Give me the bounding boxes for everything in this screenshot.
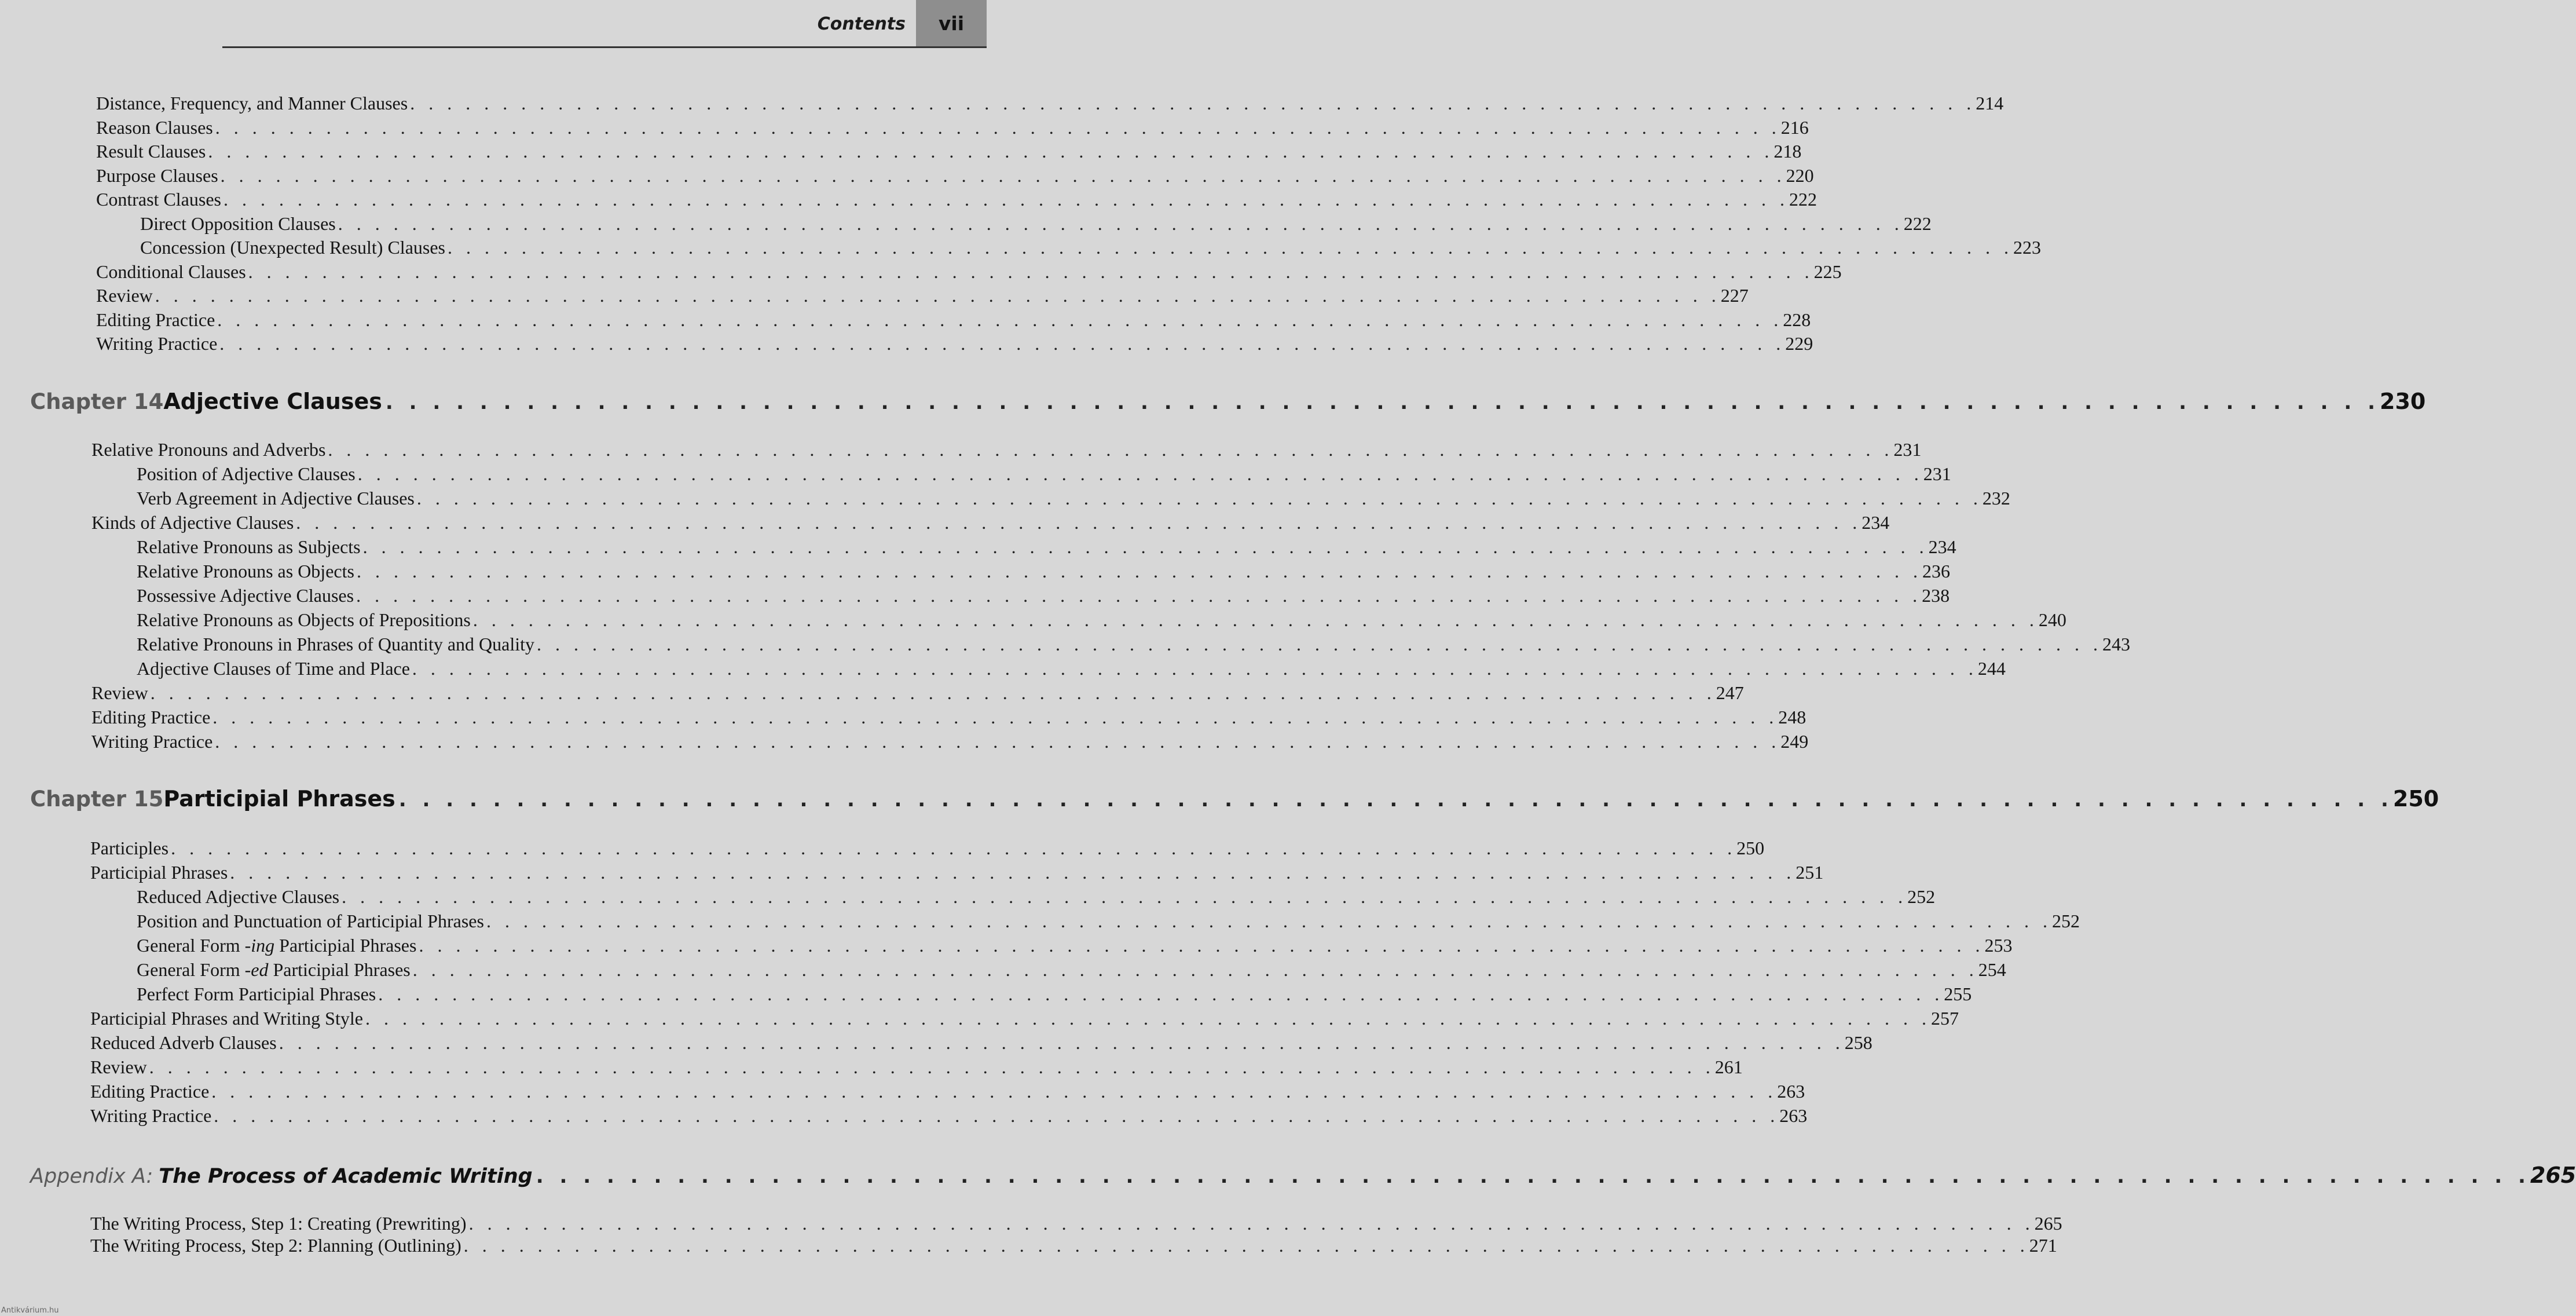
toc-entry[interactable] [91, 705, 1807, 729]
toc-entry-page: 263 [1777, 1081, 1805, 1102]
dot-leader: . . . . . . . . . . . . . . . . . . . . . . . . . . . . . . . . . . . . . . . . . . . . . . . . . . . . . . . . . . . . . . . . . . . . . . . . . . . . . . . . . . . . . [365, 1008, 1931, 1029]
dot-leader: . . . . . . . . . . . . . . . . . . . . . . . . . . . . . . . . . . . . . . . . . . . . . . . . . . . . . . . . . . . . . . . . . . . . . . . . . . . . . . . . . . . . . [150, 682, 1716, 703]
dot-leader: . . . . . . . . . . . . . . . . . . . . . . . . . . . . . . . . . . . . . . . . . . . . . . . . . . . . . . . . . . . . . . . . . . . . . . . . . . . . . . . . . . . . . [356, 585, 1922, 606]
dot-leader: . . . . . . . . . . . . . . . . . . . . . . . . . . . . . . . . . . . . . . . . . . . . . . . . . . . . . . . . . . . . . . . . . . . . . . . . . . . . . . . . . . . . . [217, 309, 1783, 330]
header-rule [222, 46, 987, 48]
toc-entry[interactable] [137, 462, 1951, 485]
toc-entry[interactable] [137, 909, 2080, 933]
dot-leader: . . . . . . . . . . . . . . . . . . . . . . . . . . . . . . . . . . . . . . . . . . . . . . . . . . . . . . . . . . . . . . . . . . . . . . . . . . . . . . . . . . . . . [472, 609, 2039, 630]
toc-entry-label: Purpose Clauses [96, 164, 218, 186]
toc-entry-page: 223 [2013, 237, 2041, 258]
toc-entry-page: 249 [1780, 731, 1809, 752]
toc-entry-page: 232 [1982, 488, 2010, 509]
toc-entry-label: Writing Practice [91, 731, 213, 752]
toc-entry-label: Direct Opposition Clauses [140, 213, 336, 234]
toc-entry[interactable] [90, 1212, 2062, 1235]
toc-entry-label-emphasis: -ed [244, 959, 269, 980]
toc-entry-label: Possessive Adjective Clauses [137, 585, 354, 606]
toc-entry-page: 248 [1778, 707, 1807, 728]
toc-entry-page: 220 [1786, 164, 1814, 186]
toc-entry[interactable] [137, 584, 1950, 607]
toc-entry-page: 244 [1977, 658, 2006, 679]
toc-entry[interactable] [90, 1055, 1743, 1079]
toc-entry-page: 234 [1862, 512, 1890, 533]
toc-entry-page: 250 [1736, 838, 1765, 858]
toc-entry[interactable] [137, 560, 1950, 583]
dot-leader: . . . . . . . . . . . . . . . . . . . . . . . . . . . . . . . . . . . . . . . . . . . . . . . . . . . . . . . . . . . . . . . . . . . . . . . . . . . . . . . . . . . . . [214, 1105, 1780, 1126]
toc-entry-label: Review [90, 1057, 147, 1077]
header-title: Contents [817, 14, 906, 34]
toc-entry-label: Editing Practice [96, 309, 215, 330]
toc-entry-page: 263 [1779, 1105, 1808, 1126]
watermark: Antikvárium.hu [1, 1306, 59, 1315]
toc-entry-label: Review [91, 682, 148, 703]
dot-leader: . . . . . . . . . . . . . . . . . . . . . . . . . . . . . . . . . . . . . . . . . . . . . . . . . . . . . . . . . . . . . . . . . . . . . . . . . . . . . . . . . . . . . [149, 1057, 1715, 1077]
toc-entry[interactable] [137, 633, 2131, 656]
toc-entry-label: Participles [90, 838, 169, 858]
dot-leader: . . . . . . . . . . . . . . . . . . . . . . . . . . . . . . . . . . . . . . . . . . . . . . . . . . . . . . . . . . . . . . . . . . . . . . . . . . . . . . . . . . . . . [448, 237, 2013, 258]
toc-entry-label [137, 934, 419, 957]
toc-entry-page: 234 [1928, 536, 1956, 557]
toc-entry-label: Relative Pronouns as Subjects [137, 536, 361, 557]
toc-entry-label: Relative Pronouns and Adverbs [91, 439, 326, 460]
dot-leader: . . . . . . . . . . . . . . . . . . . . . . . . . . . . . . . . . . . . . . . . . . . . . . . . . . . . . . . . . . . . . . . . . . . . . . . . . . . . . . . . . . . . . [356, 561, 1922, 582]
dot-leader: . . . . . . . . . . . . . . . . . . . . . . . . . . . . . . . . . . . . . . . . . . . . . . . . . . . . . . . . . . . . . . . . . . . . . . . . . . . . . . . . . . . . . [338, 213, 1904, 234]
toc-entry-label-part: Participial Phrases [268, 959, 411, 980]
toc-entry-label-part: Participial Phrases [274, 935, 417, 956]
toc-entry-label: Reduced Adjective Clauses [137, 886, 340, 907]
toc-entry-label: Verb Agreement in Adjective Clauses [137, 488, 415, 509]
toc-entry-label: Editing Practice [91, 707, 211, 728]
toc-entry-page: 252 [1907, 886, 1936, 907]
toc-entry-page: 254 [1978, 959, 2006, 980]
toc-entry-page: 251 [1795, 862, 1824, 883]
dot-leader: . . . . . . . . . . . . . . . . . . . . . . . . . . . . . . . . . . . . . . . . . . . . . . . . . . . . . . . . . . . . . . . . . . . . . . . . . . . . . . . . . . . . . [212, 707, 1779, 728]
toc-entry-page: 218 [1773, 141, 1802, 162]
appendix-heading[interactable] [30, 1161, 2576, 1191]
toc-entry[interactable] [90, 1031, 1873, 1054]
toc-entry[interactable] [90, 836, 1765, 860]
toc-entry-page: 247 [1716, 682, 1744, 703]
chapter-number: Appendix A: [30, 1165, 153, 1188]
header-page-number: vii [916, 0, 987, 46]
toc-entry-label: Review [96, 285, 153, 306]
dot-leader: . . . . . . . . . . . . . . . . . . . . . . . . . . . . . . . . . . . . . . . . . . . . . . . . . . . . . . . . . . . . . . . . . . . . . . . . . . . . . . . . . . . . . [342, 886, 1908, 907]
toc-entry-label: Adjective Clauses of Time and Place [137, 658, 410, 679]
toc-entry[interactable] [137, 934, 2013, 957]
toc-entry-label: Contrast Clauses [96, 189, 221, 210]
toc-entry[interactable] [96, 140, 1802, 163]
toc-entry[interactable] [96, 260, 1842, 283]
toc-entry[interactable] [96, 332, 1813, 355]
toc-entry-label: Participial Phrases and Writing Style [90, 1008, 363, 1029]
dot-leader: . . . . . . . . . . . . . . . . . . . . . . . . . . . . . . . . . . . . . . . . . . . . . . . . . . . . . . . . . . . . . . . . . . . . . . . . . . . . . . . . . . . . . [215, 731, 1781, 752]
toc-entry-label: Position of Adjective Clauses [137, 463, 356, 484]
toc-entry-page: 214 [1976, 93, 2004, 114]
dot-leader: . . . . . . . . . . . . . . . . . . . . . . . . . . . . . . . . . . . . . . . . . . . . . . . . . . . . . . . . . . . . . . . . . . . . . . . . . . . . . . . . . . . . . [223, 189, 1789, 210]
dot-leader: . . . . . . . . . . . . . . . . . . . . . . . . . . . . . . . . . . . . . . . . . . . . . . . . . . . . . . . . . . . . . . . . . . . . . . . . . . . . . . . . . . . . . [468, 1213, 2035, 1234]
toc-entry-page: 243 [2102, 634, 2131, 655]
toc-entry-page: 222 [1789, 189, 1817, 210]
toc-entry[interactable] [137, 487, 2010, 510]
toc-entry-label: Writing Practice [96, 333, 218, 354]
toc-entry-label: Relative Pronouns as Objects [137, 561, 354, 582]
dot-leader: . . . . . . . . . . . . . . . . . . . . . . . . . . . . . . . . . . . . . . . . . . . . . . . . . . . . . . . . . . . . . . . . . . . . . . . . . . . . . . . . . . . . . [537, 634, 2103, 655]
toc-entry-page: 261 [1714, 1057, 1743, 1077]
chapter-page: 250 [2392, 786, 2439, 811]
dot-leader: . . . . . . . . . . . . . . . . . . . . . . . . . . . . . . . . . . . . . . . . . . . . . . . . . . . . . . . . . . . . . . . . . . . . . . . . . . . . . . . . . . . . . [171, 838, 1737, 858]
toc-entry-page: 258 [1844, 1032, 1873, 1053]
toc-entry-label: Editing Practice [90, 1081, 210, 1102]
toc-entry-page: 227 [1720, 285, 1749, 306]
toc-entry-label: Result Clauses [96, 141, 206, 162]
toc-entry[interactable] [96, 284, 1749, 307]
toc-entry[interactable] [91, 438, 1922, 461]
toc-entry-label: Conditional Clauses [96, 261, 246, 282]
chapter-title: Participial Phrases [163, 786, 395, 811]
dot-leader: . . . . . . . . . . . . . . . . . . . . . . . . . . . . . . . . . . . . . . . . . . . . . . . . . . . . . . . . . . . . . . . . . . . . . . . . . . . . . . . . . . . . . [416, 488, 1983, 509]
toc-entry[interactable] [137, 657, 2006, 680]
chapter-page: 230 [2380, 389, 2426, 414]
dot-leader: . . . . . . . . . . . . . . . . . . . . . . . . . . . . . . . . . . . . . . . . . . . . . . . . . . . . . . . . . . . . . . . . . . . . . . . . . . . . . . . . . . . . . [412, 658, 1978, 679]
toc-entry-page: 236 [1922, 561, 1950, 582]
toc-entry-label: Distance, Frequency, and Manner Clauses [96, 93, 408, 114]
toc-entry-label-part: General Form [137, 959, 245, 980]
chapter-title: Adjective Clauses [163, 389, 382, 414]
toc-entry-label: The Writing Process, Step 1: Creating (Prewriting) [90, 1213, 467, 1234]
toc-entry-label: Concession (Unexpected Result) Clauses [140, 237, 445, 258]
dot-leader: . . . . . . . . . . . . . . . . . . . . . . . . . . . . . . . . . . . . . . . . . . . . . . . . . . . . . . . . . . . . . . . . . . . . . . . . . . . . . . . . . . . . . [357, 463, 1923, 484]
chapter-heading[interactable] [30, 387, 2426, 417]
toc-entry-page: 253 [1984, 935, 2013, 956]
toc-entry[interactable] [96, 188, 1817, 211]
toc-entry-page: 271 [2029, 1235, 2057, 1256]
toc-entry-label: Writing Practice [90, 1105, 212, 1126]
dot-leader: . . . . . . . . . . . . . . . . . . . . . . . . . . . . . . . . . . . . . . . . . . . . . . . . . . . . . . . . . . . . . . . . . . . . . . . . . . . . . . . . . . . . . [328, 439, 1894, 460]
toc-entry-label-emphasis: -ing [244, 935, 275, 956]
dot-leader: . . . . . . . . . . . . . . . . . . . . . . . . . . . . . . . . . . . . . . . . . . . . . . . . . . . . . . . . . . . . . . . . . . . . . . . . . . . . . . . . . . . . . [279, 1032, 1845, 1053]
toc-entry[interactable] [137, 958, 2006, 981]
dot-leader: . . . . . . . . . . . . . . . . . . . . . . . . . . . . . . . . . . . . . . . . . . . . . . . . . . . . . . . . . . . . . . . . . . . . . . . . . . . . . . . . . . . . . [378, 984, 1944, 1004]
dot-leader: . . . . . . . . . . . . . . . . . . . . . . . . . . . . . . . . . . . . . . . . . . . . . . . . . . . . . . . . . . . . . . . . . . . . . . . . . . . . . . . . . . . . . [211, 1081, 1778, 1102]
toc-entry[interactable] [90, 1080, 1805, 1103]
chapter-title: The Process of Academic Writing [159, 1165, 533, 1188]
toc-entry-page: 225 [1813, 261, 1842, 282]
dot-leader: . . . . . . . . . . . . . . . . . . . . . . . . . . . . . . . . . . . . . . . . . . . . . . . . . . . . . . . . . . . . . . . . . . . . . . . . . . . . . . . . . . . . . [248, 261, 1814, 282]
chapter-page: 265 [2530, 1163, 2576, 1188]
chapter-heading[interactable] [30, 784, 2439, 814]
dot-leader: . . . . . . . . . . . . . . . . . . . . . . . . . . . . . . . . . . . . . . . . . . . . . . . . . . . . . . . . . . . . . . . . . . . . . . . . . . . . . . . . . . . . . [215, 116, 1781, 138]
toc-entry-label [137, 958, 413, 981]
dot-leader: . . . . . . . . . . . . . . . . . . . . . . . . . . . . . . . . . . . . . . . . . . . . . . . . . . . . . . . . . . . . . . . . . . . . . . . . . . . . . . . . . . . . . [463, 1235, 2029, 1256]
dot-leader: . . . . . . . . . . . . . . . . . . . . . . . . . . . . . . . . . . . . . . . . . . . . . . . . . . . . . . . . . . . . . . . . . . . . . . . . . . . . . . . . . . . . . [220, 164, 1786, 186]
dot-leader: . . . . . . . . . . . . . . . . . . . . . . . . . . . . . . . . . . . . . . . . . . . . . . . . . . . . . . . . . . . . . . . . . . . . . . . . . . . . . . . . . . . . . [208, 141, 1774, 162]
toc-entry[interactable] [96, 116, 1809, 139]
toc-entry-label: Relative Pronouns as Objects of Prepositions [137, 609, 471, 630]
dot-leader: . . . . . . . . . . . . . . . . . . . . . . . . . . . . . . . . . . . . . . . . . . . . . . . . . . . . . . . . . . . . . . . . . . . . . . . . . . . . . . . . . . . . . [536, 1165, 2530, 1188]
toc-entry[interactable] [91, 681, 1744, 704]
toc-entry-label: Reduced Adverb Clauses [90, 1032, 277, 1053]
toc-entry[interactable] [90, 1007, 1959, 1030]
dot-leader: . . . . . . . . . . . . . . . . . . . . . . . . . . . . . . . . . . . . . . . . . . . . . . . . . . . . . . . . . . . . . . . . . . . . . . . . . . . . . . . . . . . . . [296, 512, 1862, 533]
toc-entry-label: Kinds of Adjective Clauses [91, 512, 294, 533]
toc-entry[interactable] [137, 535, 1956, 558]
toc-entry[interactable] [90, 1234, 2057, 1257]
toc-entry-label: The Writing Process, Step 2: Planning (Outlining) [90, 1235, 461, 1256]
toc-entry-page: 222 [1903, 213, 1932, 234]
toc-entry-page: 238 [1922, 585, 1950, 606]
toc-entry-page: 257 [1930, 1008, 1959, 1029]
chapter-number: Chapter 14 [30, 389, 164, 414]
toc-entry-page: 231 [1893, 439, 1922, 460]
dot-leader: . . . . . . . . . . . . . . . . . . . . . . . . . . . . . . . . . . . . . . . . . . . . . . . . . . . . . . . . . . . . . . . . . . . . . . . . . . . . . . . . . . . . . [230, 862, 1796, 883]
toc-entry-page: 240 [2038, 609, 2066, 630]
dot-leader: . . . . . . . . . . . . . . . . . . . . . . . . . . . . . . . . . . . . . . . . . . . . . . . . . . . . . . . . . . . . . . . . . . . . . . . . . . . . . . . . . . . . . [412, 959, 1978, 980]
toc-entry-page: 231 [1923, 463, 1951, 484]
toc-entry[interactable] [96, 92, 2004, 115]
dot-leader: . . . . . . . . . . . . . . . . . . . . . . . . . . . . . . . . . . . . . . . . . . . . . . . . . . . . . . . . . . . . . . . . . . . . . . . . . . . . . . . . . . . . . [486, 911, 2052, 931]
toc-entry-page: 229 [1785, 333, 1813, 354]
toc-entry[interactable] [137, 608, 2066, 631]
toc-entry-label-part: General Form [137, 935, 245, 956]
chapter-number: Chapter 15 [30, 787, 164, 811]
toc-entry-page: 228 [1783, 309, 1811, 330]
toc-entry-label: Perfect Form Participial Phrases [137, 984, 376, 1004]
toc-entry[interactable] [91, 511, 1890, 534]
toc-entry-label: Relative Pronouns in Phrases of Quantity and Quality [137, 634, 535, 655]
dot-leader: . . . . . . . . . . . . . . . . . . . . . . . . . . . . . . . . . . . . . . . . . . . . . . . . . . . . . . . . . . . . . . . . . . . . . . . . . . . . . . . . . . . . . [219, 333, 1786, 354]
dot-leader: . . . . . . . . . . . . . . . . . . . . . . . . . . . . . . . . . . . . . . . . . . . . . . . . . . . . . . . . . . . . . . . . . . . . . . . . . . . . . . . . . . . . . [362, 536, 1929, 557]
toc-entry-label: Reason Clauses [96, 116, 213, 138]
dot-leader: . . . . . . . . . . . . . . . . . . . . . . . . . . . . . . . . . . . . . . . . . . . . . . . . . . . . . . . . . . . . . . . . . . . . . . . . . . . . . . . . . . . . . [398, 788, 2393, 811]
toc-entry-label: Position and Punctuation of Participial Phrases [137, 911, 484, 931]
toc-entry-page: 265 [2034, 1213, 2062, 1234]
toc-entry[interactable] [90, 1104, 1808, 1127]
toc-entry-page: 255 [1944, 984, 1972, 1004]
toc-entry[interactable] [90, 861, 1824, 884]
dot-leader: . . . . . . . . . . . . . . . . . . . . . . . . . . . . . . . . . . . . . . . . . . . . . . . . . . . . . . . . . . . . . . . . . . . . . . . . . . . . . . . . . . . . . [419, 935, 1985, 956]
toc-entry-page: 252 [2051, 911, 2080, 931]
toc-entry[interactable] [137, 982, 1972, 1006]
dot-leader: . . . . . . . . . . . . . . . . . . . . . . . . . . . . . . . . . . . . . . . . . . . . . . . . . . . . . . . . . . . . . . . . . . . . . . . . . . . . . . . . . . . . . [155, 285, 1721, 306]
toc-entry-page: 216 [1780, 116, 1809, 138]
toc-entry[interactable] [140, 212, 1932, 235]
toc-entry[interactable] [140, 236, 2041, 259]
dot-leader: . . . . . . . . . . . . . . . . . . . . . . . . . . . . . . . . . . . . . . . . . . . . . . . . . . . . . . . . . . . . . . . . . . . . . . . . . . . . . . . . . . . . . [385, 391, 2380, 414]
toc-entry[interactable] [96, 308, 1811, 331]
toc-entry[interactable] [91, 730, 1809, 753]
dot-leader: . . . . . . . . . . . . . . . . . . . . . . . . . . . . . . . . . . . . . . . . . . . . . . . . . . . . . . . . . . . . . . . . . . . . . . . . . . . . . . . . . . . . . [410, 93, 1976, 114]
toc-entry[interactable] [96, 164, 1814, 187]
toc-entry[interactable] [137, 885, 1936, 908]
toc-entry-label: Participial Phrases [90, 862, 228, 883]
